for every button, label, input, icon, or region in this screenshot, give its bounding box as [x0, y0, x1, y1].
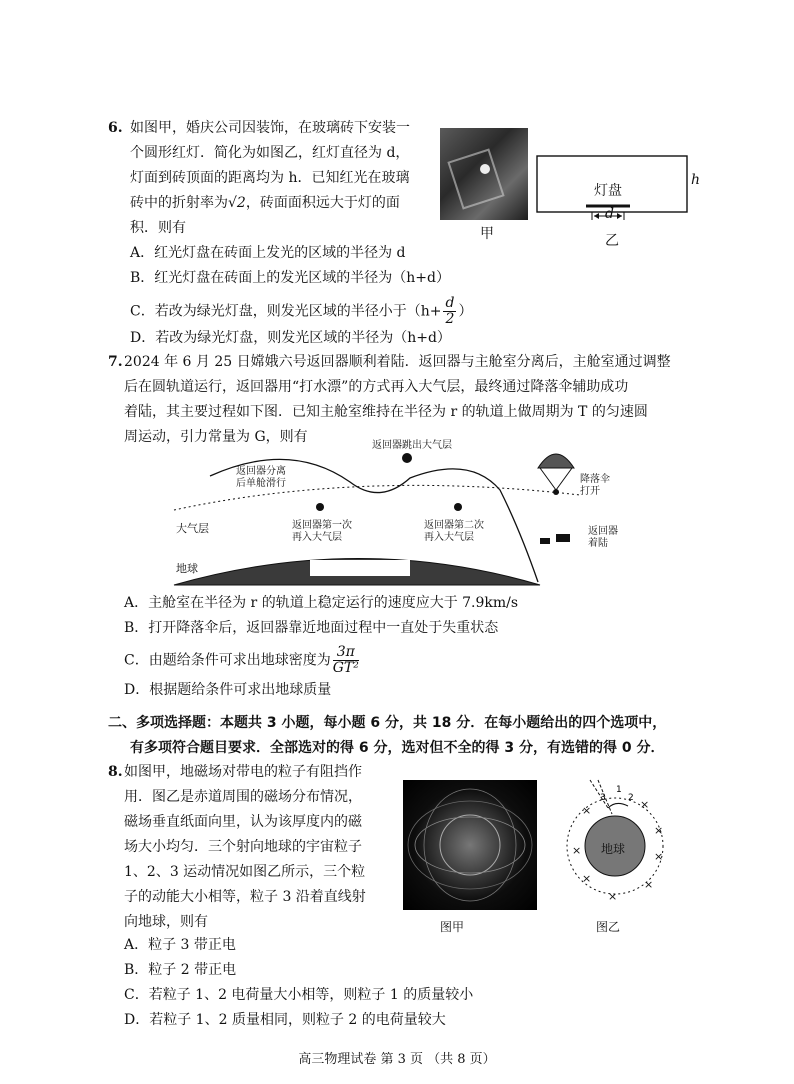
q6-option-b: B．红光灯盘在砖面上的发光区域的半径为（h+d）: [130, 270, 450, 286]
q8-number: 8.: [108, 764, 123, 780]
cross-mark: ×: [582, 804, 592, 817]
q7-option-d: D．根据题给条件可求出地球质量: [124, 682, 332, 698]
q8-option-d: D．若粒子 1、2 质量相同，则粒子 2 的电荷量较大: [124, 1012, 446, 1028]
q6-stem-line-1: 如图甲，婚庆公司因装饰，在玻璃砖下安装一: [130, 120, 410, 136]
q6-option-c-text: C．若改为绿光灯盘，则发光区域的半径小于（h+: [130, 303, 442, 320]
cross-mark: ×: [644, 878, 654, 891]
label-separate-2: 后单舱滑行: [236, 478, 286, 489]
q7-stem-line-1: 2024 年 6 月 25 日嫦娥六号返回器顺利着陆．返回器与主舱室分离后，主舱室通过调整: [124, 354, 671, 370]
q7-stem-line-4: 周运动，引力常量为 G，则有: [124, 429, 308, 445]
fraction-denominator: GT²: [332, 660, 359, 676]
cross-mark: ×: [654, 824, 664, 837]
cross-mark: ×: [640, 798, 650, 811]
section-2-header-line-1: 二、多项选择题：本题共 3 小题，每小题 6 分，共 18 分．在每小题给出的四个选项中，: [108, 715, 667, 731]
fraction-denominator: 2: [445, 311, 455, 327]
label-atmosphere: 大气层: [176, 522, 209, 535]
q6-option-d: D．若改为绿光灯盘，则发光区域的半径为（h+d）: [130, 330, 451, 346]
q7-option-c: [124, 645, 361, 676]
first-reentry-dot: [316, 503, 324, 511]
particle-label-2: 2: [628, 793, 634, 803]
q8-option-a: A．粒子 3 带正电: [124, 937, 236, 953]
q8-stem-line-1: 如图甲，地磁场对带电的粒子有阻挡作: [124, 764, 362, 780]
label-landing-2: 着陆: [588, 538, 608, 549]
q6-stem-line-3: 灯面到砖顶面的距离均为 h．已知红光在玻璃: [130, 170, 410, 186]
lamp-label: 灯盘: [594, 183, 622, 199]
h-label: h: [691, 172, 701, 188]
q7-number: 7.: [108, 354, 123, 370]
label-skip-out: 返回器跳出大气层: [372, 440, 452, 451]
q7-option-a: A．主舱室在半径为 r 的轨道上稳定运行的速度应大于 7.9km/s: [124, 595, 519, 611]
q6-fig-yi-caption: 乙: [605, 233, 619, 249]
label-first-reentry-1: 返回器第一次: [292, 520, 352, 531]
label-earth: 地球: [176, 562, 198, 575]
red-lamp-dot: [480, 164, 490, 174]
q6-stem-line-4-b: ，砖面面积远大于灯的面: [245, 195, 400, 211]
magnetosphere-photo: [403, 780, 537, 910]
label-first-reentry-2: 再入大气层: [292, 532, 342, 543]
q6-number: 6.: [108, 120, 123, 136]
q6-stem-line-4: [130, 193, 400, 213]
particle-2-path: [608, 803, 628, 808]
cross-mark: ×: [608, 890, 618, 903]
particle-label-1: 1: [616, 785, 622, 795]
q7-option-c-text: C．由题给条件可求出地球密度为: [124, 652, 331, 669]
q8-stem-line-6: 子的动能大小相等，粒子 3 沿着直线射: [124, 889, 366, 905]
q6-photo-jia: [440, 128, 528, 220]
earth-label: 地球: [601, 842, 626, 856]
q7-stem-line-2: 后在圆轨道运行，返回器用“打水漂”的方式再入大气层，最终通过降落伞辅助成功: [124, 379, 629, 395]
label-parachute-2: 打开: [580, 486, 600, 497]
sqrt-two: √2: [228, 195, 246, 211]
d-label: d: [605, 206, 614, 222]
q6-option-c: [130, 296, 472, 327]
q6-option-c-fraction: [443, 296, 456, 327]
q7-option-c-fraction: [333, 645, 359, 676]
fraction-numerator: d: [445, 295, 455, 311]
second-reentry-dot: [454, 503, 462, 511]
particle-label-3: 3: [600, 793, 606, 803]
label-second-reentry-1: 返回器第二次: [424, 520, 484, 531]
q6-fig-jia-caption: 甲: [480, 226, 494, 242]
cross-mark: ×: [582, 872, 592, 885]
earth-blank-patch: [310, 560, 410, 576]
parachute-icon: [538, 454, 574, 468]
q8-stem-line-7: 向地球，则有: [124, 914, 208, 930]
cross-mark: ×: [654, 850, 664, 863]
atmosphere-boundary: [174, 485, 580, 510]
q8-stem-line-2: 用．图乙是赤道周围的磁场分布情况，: [124, 789, 362, 805]
label-parachute-1: 降落伞: [580, 474, 610, 485]
q6-stem-line-4-a: 砖中的折射率为: [130, 195, 228, 211]
q8-fig-jia-caption: 图甲: [440, 920, 465, 934]
skip-out-dot: [402, 453, 412, 463]
label-second-reentry-2: 再入大气层: [424, 532, 474, 543]
q8-fig-yi-caption: 图乙: [596, 920, 621, 934]
q8-option-c: C．若粒子 1、2 电荷量大小相等，则粒子 1 的质量较小: [124, 987, 474, 1003]
q6-stem-line-5: 积．则有: [130, 220, 186, 236]
q6-option-c-close: ）: [458, 303, 473, 320]
landed-capsule-icon: [556, 534, 570, 542]
section-2-header-line-2: 有多项符合题目要求．全部选对的得 6 分，选对但不全的得 3 分，有选错的得 0 分．: [130, 740, 665, 756]
q7-stem-line-3: 着陆，其主要过程如下图．已知主舱室维持在半径为 r 的轨道上做周期为 T 的匀速圆: [124, 404, 648, 420]
q6-stem-line-2: 个圆形红灯．简化为如图乙，红灯直径为 d，: [130, 145, 410, 161]
q7-option-b: B．打开降落伞后，返回器靠近地面过程中一直处于失重状态: [124, 620, 499, 636]
q8-stem-line-4: 场大小均匀．三个射向地球的宇宙粒子: [124, 839, 362, 855]
q6-option-a: A．红光灯盘在砖面上发光的区域的半径为 d: [130, 245, 406, 261]
cross-mark: ×: [572, 844, 582, 857]
glass-brick-outline: [447, 148, 504, 209]
reentry-diagram: [160, 440, 620, 590]
fraction-numerator: 3π: [333, 645, 359, 661]
label-separate-1: 返回器分离: [236, 466, 286, 477]
q8-stem-line-5: 1、2、3 运动情况如图乙所示，三个粒: [124, 864, 366, 880]
label-landing-1: 返回器: [588, 526, 618, 537]
q8-option-b: B．粒子 2 带正电: [124, 962, 237, 978]
page-footer: 高三物理试卷 第 3 页 （共 8 页）: [298, 1052, 496, 1067]
q8-stem-line-3: 磁场垂直纸面向里，认为该厚度内的磁: [124, 814, 362, 830]
